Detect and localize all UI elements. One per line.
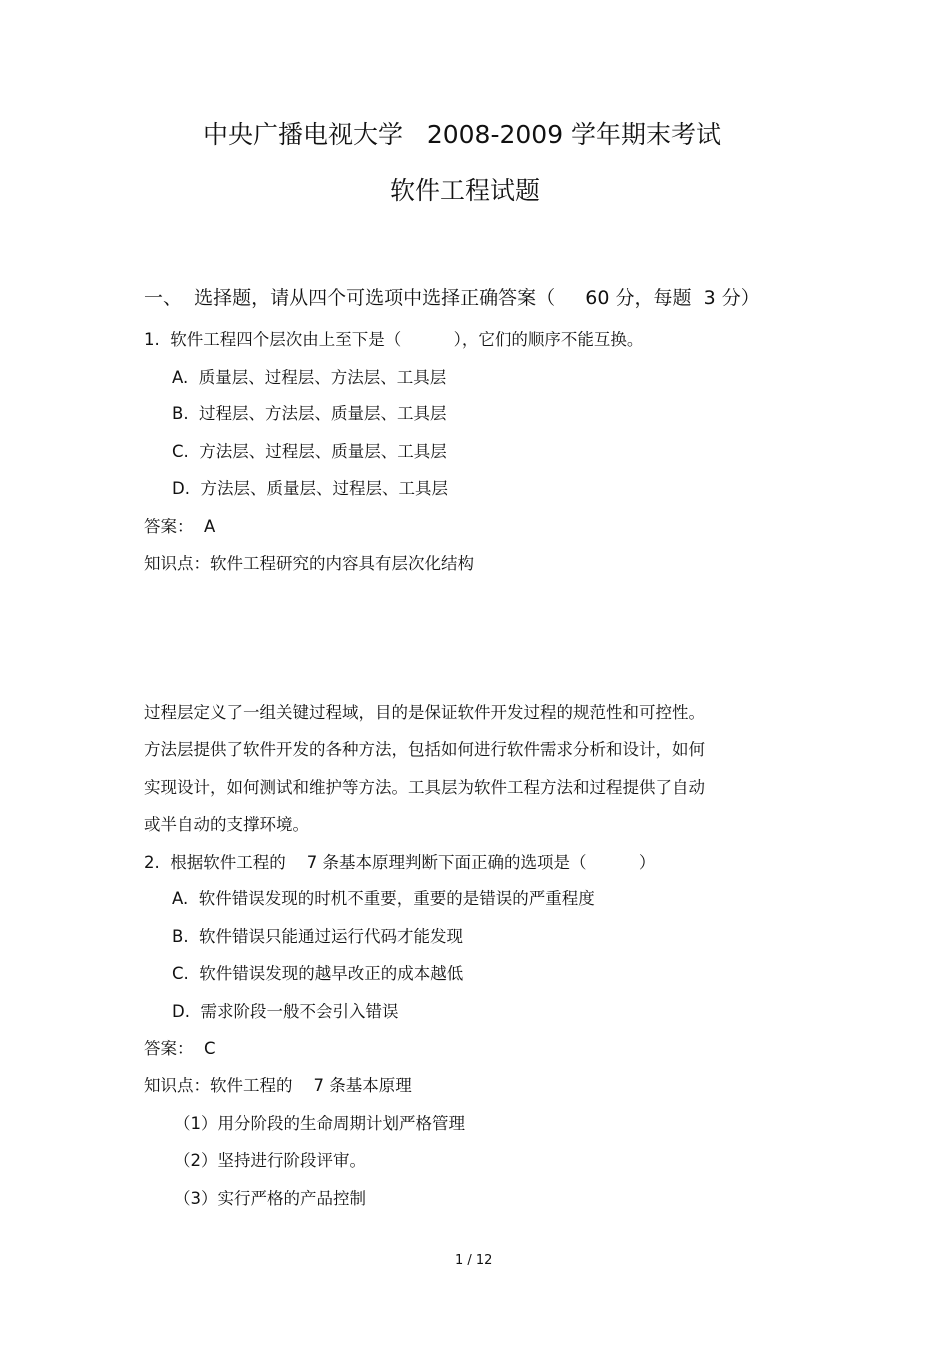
explanation-line: 实现设计，如何测试和维护等方法。工具层为软件工程方法和过程提供了自动 (144, 778, 705, 797)
question-2-option-b: B. 软件错误只能通过运行代码才能发现 (172, 927, 464, 946)
question-1-knowledge: 知识点：软件工程研究的内容具有层次化结构 (144, 554, 474, 573)
question-1-option-a: A. 质量层、过程层、方法层、工具层 (172, 368, 447, 387)
question-1-option-c: C. 方法层、过程层、质量层、工具层 (172, 442, 447, 461)
question-1-option-d: D. 方法层、质量层、过程层、工具层 (172, 479, 448, 498)
principle-item: （1）用分阶段的生命周期计划严格管理 (174, 1114, 465, 1133)
explanation-line: 过程层定义了一组关键过程域，目的是保证软件开发过程的规范性和可控性。 (144, 703, 705, 722)
explanation-line: 或半自动的支撑环境。 (144, 815, 309, 834)
section-heading-choice: 一、 选择题，请从四个可选项中选择正确答案（ 60 分，每题 3 分） (144, 287, 760, 309)
question-2-answer: 答案： C (144, 1039, 216, 1058)
page-number: 1 / 12 (455, 1253, 493, 1268)
explanation-line: 方法层提供了软件开发的各种方法，包括如何进行软件需求分析和设计，如何 (144, 740, 705, 759)
question-1-stem: 1. 软件工程四个层次由上至下是（ ），它们的顺序不能互换。 (144, 330, 644, 349)
question-2-stem: 2. 根据软件工程的 7 条基本原理判断下面正确的选项是（ ） (144, 853, 656, 872)
document-subtitle: 软件工程试题 (390, 176, 541, 205)
question-1-option-b: B. 过程层、方法层、质量层、工具层 (172, 404, 447, 423)
question-2-option-a: A. 软件错误发现的时机不重要，重要的是错误的严重程度 (172, 889, 595, 908)
document-title: 中央广播电视大学 2008-2009 学年期末考试 (203, 120, 722, 149)
question-2-option-d: D. 需求阶段一般不会引入错误 (172, 1002, 399, 1021)
principle-item: （3）实行严格的产品控制 (174, 1189, 366, 1208)
principle-item: （2）坚持进行阶段评审。 (174, 1151, 366, 1170)
question-1-answer: 答案： A (144, 517, 216, 536)
question-2-knowledge: 知识点：软件工程的 7 条基本原理 (144, 1076, 412, 1095)
question-2-option-c: C. 软件错误发现的越早改正的成本越低 (172, 964, 464, 983)
